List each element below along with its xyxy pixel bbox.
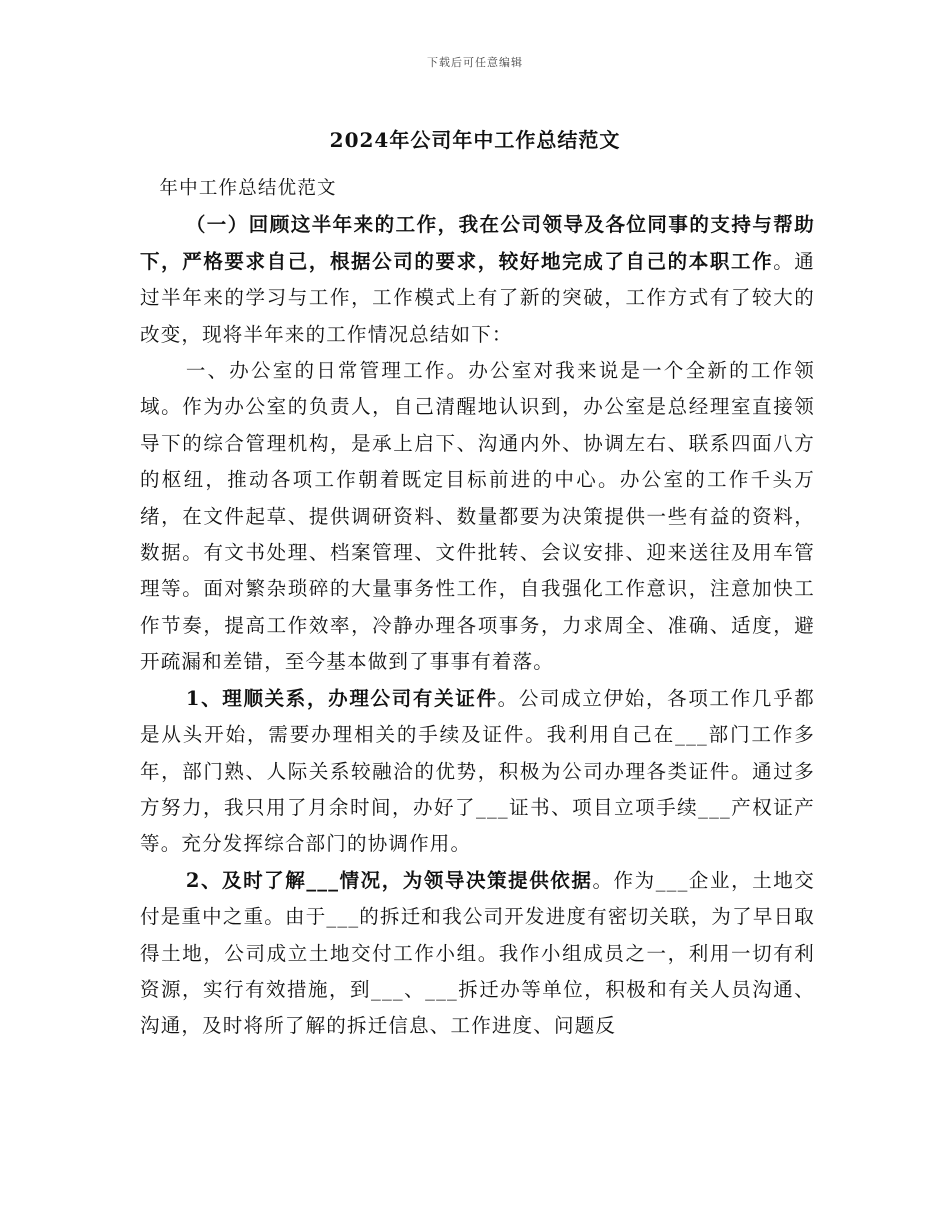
paragraph-land-delivery-heading: 2、及时了解___情况，为领导决策提供依据 [185,868,593,892]
document-subtitle: 年中工作总结优范文 [159,178,337,199]
paragraph-certificates-heading: 1、理顺关系，办理公司有关证件 [185,686,498,710]
paragraph-certificates [140,681,815,863]
paragraph-intro-bold: （一）回顾这半年来的工作，我在公司领导及各位同事的支持与帮助下，严格要求自己，根据公司的要求，较好地完成了自己的本职工作 [140,213,815,273]
paragraph-land-delivery-text: 。作为___企业，土地交付是重中之重。由于___的拆迁和我公司开发进度有密切关联，为了早日取得土地，公司成立土地交付工作小组。我作小组成员之一，利用一切有利资源，实行有效措施，到___、___拆迁办等单位，积极和有关人员沟通、沟通，及时将所了解的拆迁信息、工作进度、问题反 [140,868,815,1038]
paragraph-land-delivery [140,863,815,1045]
header-note: 下载后可任意编辑 [427,56,523,69]
paragraph-certificates-text: 。公司成立伊始，各项工作几乎都是从头开始，需要办理相关的手续及证件。我利用自己在___部门工作多年，部门熟、人际关系较融洽的优势，积极为公司办理各类证件。通过多方努力，我只用了月余时间，办好了___证书、项目立项手续___产权证产等。充分发挥综合部门的协调作用。 [140,686,815,856]
document-body [140,171,815,1045]
document-title: 2024年公司年中工作总结范文 [329,128,621,152]
paragraph-intro-text: 。通过半年来的学习与工作，工作模式上有了新的突破，工作方式有了较大的改变，现将半年来的工作情况总结如下： [140,249,815,346]
paragraph-office-management: 一、办公室的日常管理工作。办公室对我来说是一个全新的工作领域。作为办公室的负责人，自己清醒地认识到，办公室是总经理室直接领导下的综合管理机构，是承上启下、沟通内外、协调左右、联系四面八方的枢纽，推动各项工作朝着既定目标前进的中心。办公室的工作千头万绪，在文件起草、提供调研资料、数量都要为决策提供一些有益的资料，数据。有文书处理、档案管理、文件批转、会议安排、迎来送往及用车管理等。面对繁杂琐碎的大量事务性工作，自我强化工作意识，注意加快工作节奏，提高工作效率，冷静办理各项事务，力求周全、准确、适度，避开疏漏和差错，至今基本做到了事事有着落。 [140,359,815,674]
paragraph-intro [140,207,815,353]
